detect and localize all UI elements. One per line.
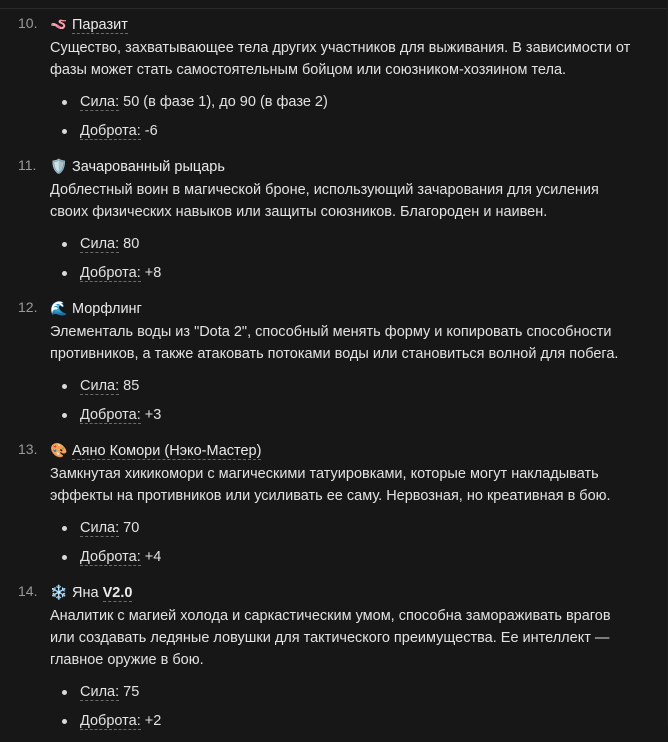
item-number: 13. <box>18 441 38 457</box>
item-number: 12. <box>18 299 38 315</box>
item-title <box>50 436 638 463</box>
item-title-text: Зачарованный рыцарь <box>72 159 225 175</box>
stat-label[interactable]: Сила: <box>80 684 120 700</box>
snowflake-icon: ❄️ <box>50 584 68 600</box>
stat-kindness <box>50 543 638 572</box>
stat-kindness <box>50 259 638 288</box>
stats-list <box>50 372 638 430</box>
palette-icon: 🎨 <box>50 442 68 458</box>
item-title-version-link[interactable]: V2.0 <box>102 585 133 601</box>
top-divider <box>0 8 668 9</box>
stats-list <box>50 514 638 572</box>
item-description: Аналитик с магией холода и саркастическим умом, способна замораживать врагов или создавать ледяные ловушки для тактического преимущества. Ее интеллект — главное оружие в бою. <box>50 608 611 668</box>
stat-value: +2 <box>140 713 162 729</box>
stat-label[interactable]: Доброта: <box>80 265 141 281</box>
stat-value: 50 (в фазе 1), до 90 (в фазе 2) <box>119 94 328 110</box>
list-item <box>0 436 668 572</box>
stat-strength <box>50 514 638 543</box>
stat-label[interactable]: Сила: <box>80 94 120 110</box>
worm-icon: 🪱 <box>50 16 68 32</box>
item-title-text: Яна <box>72 585 103 601</box>
item-number: 14. <box>18 583 38 599</box>
stat-value: 80 <box>119 236 140 252</box>
item-title <box>50 152 638 179</box>
stat-value: 75 <box>119 684 140 700</box>
item-title <box>50 294 638 321</box>
item-number: 11. <box>18 157 37 173</box>
stats-list <box>50 230 638 288</box>
stat-kindness <box>50 117 638 146</box>
stat-label[interactable]: Доброта: <box>80 549 141 565</box>
wave-icon: 🌊 <box>50 300 68 316</box>
stat-label[interactable]: Доброта: <box>80 407 141 423</box>
stat-label[interactable]: Сила: <box>80 236 120 252</box>
shield-icon: 🛡️ <box>50 158 68 174</box>
stat-strength <box>50 372 638 401</box>
item-title <box>50 10 638 37</box>
item-description: Существо, захватывающее тела других участников для выживания. В зависимости от фазы может стать самостоятельным бойцом или союзником-хозяином тела. <box>50 40 631 78</box>
list-item <box>0 578 668 736</box>
stats-list <box>50 88 638 146</box>
item-title-link[interactable]: Паразит <box>72 17 128 33</box>
item-title-text: Морфлинг <box>72 301 142 317</box>
stat-label[interactable]: Доброта: <box>80 123 141 139</box>
list-item <box>0 294 668 430</box>
stat-label[interactable]: Сила: <box>80 378 120 394</box>
stat-strength <box>50 678 638 707</box>
list-item <box>0 10 668 146</box>
character-list <box>0 10 668 742</box>
stat-value: -6 <box>140 123 158 139</box>
item-title <box>50 578 638 605</box>
item-description: Доблестный воин в магической броне, использующий зачарования для усиления своих физических навыков или защиты союзников. Благороден и наивен. <box>50 182 599 220</box>
stat-strength <box>50 230 638 259</box>
stat-label[interactable]: Доброта: <box>80 713 141 729</box>
stat-value: +4 <box>140 549 162 565</box>
stat-label[interactable]: Сила: <box>80 520 120 536</box>
stat-value: +3 <box>140 407 162 423</box>
item-description: Элементаль воды из "Dota 2", способный менять форму и копировать способности противников, а также атаковать потоками воды или становиться волной для побега. <box>50 324 619 362</box>
stat-kindness <box>50 707 638 736</box>
stat-strength <box>50 88 638 117</box>
item-description: Замкнутая хикикомори с магическими татуировками, которые могут накладывать эффекты на противников или усиливать ее саму. Нервозная, но креативная в бою. <box>50 466 611 504</box>
stat-value: 85 <box>119 378 140 394</box>
stat-value: 70 <box>119 520 140 536</box>
stats-list <box>50 678 638 736</box>
item-number: 10. <box>18 15 38 31</box>
item-title-link[interactable]: Аяно Комори (Нэко-Мастер) <box>72 443 262 459</box>
stat-kindness <box>50 401 638 430</box>
list-item <box>0 152 668 288</box>
stat-value: +8 <box>140 265 162 281</box>
